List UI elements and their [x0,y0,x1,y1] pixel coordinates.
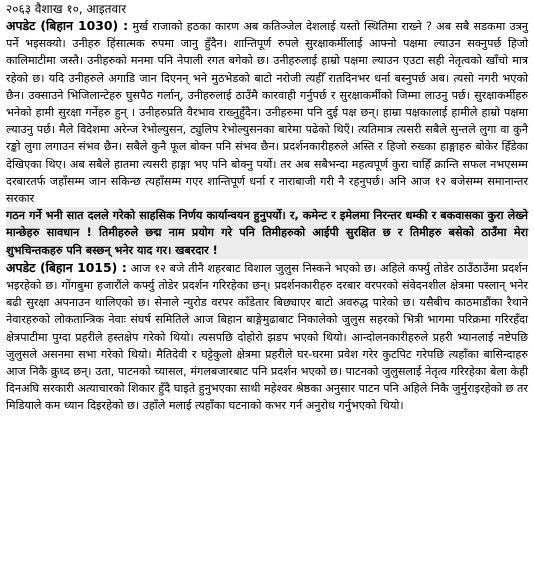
update-1030-body: मुर्ख राजाको हठका कारण अब कतिञ्जेल देशलाई यस्तो स्थितिमा राख्ने ? अब सबै सडकमा उत्रनु पर्ने भइसक्यो। उनीहरु हिंसात्मक रुपमा जानु हुँदैन। शान्तिपूर्ण रुपले सुरक्षाकर्मीलाई आफ्नो पक्षमा ल्याउन सक्नुपर्छ हिजो कालिमाटीमा जस्तै। उनीहरुको मनमा पनि नेपाली रगत बगेको छ। उनीहरुलाई हाम्रो पक्षमा ल्याउन एउटा सही नेतृत्वको खाँचो मात्र रहेको छ। यदि उनीहरुले अगाडि जान दिएनन् भने मुठभेडको बाटो नरोजी त्यहीँ रातदिनभर धर्ना बस्नुपर्छ अब। त्यसो नगरी भएको छैन। उक्साउने भिजिलान्टेहरु घुसपैठ गर्लान्, उनीहरुलाई ठाउँमै कारवाही गर्नुपर्छ र सुरक्षाकर्मीको जिम्मा लाउनु पर्छ। सुरक्षाकर्मीहरु भनेको हामी सुरक्षा गर्नेहरु हुन् । उनीहरुप्रति वैरभाव राख्नुहुँदैन। उनीहरुमा पनि दुई पक्ष छन्। हाम्रा पक्षकालाई हामीले हाम्रो पक्षमा ल्याउनु पर्छ। मैले विदेशमा अरेन्ज रेभोल्युसन, ट्युलिप रेभोल्युसनका बारेमा पढेको थिएँ। त्यतिमात्र त्यसरी सबैले सुन्तले लुगा वा कुनै रङ्को लुगा लगाउन संभव छैन। सबैले कुनै फूल बोक्न पनि संभव छैन। प्रदर्शनकारीहरुले अस्ति र हिजो रुख्का हाङ्गाहरु बोकेर हिँडेका देखिएका थिए। अब सबैले हातमा त्यसरी हाङ्गा भए पनि बोक्नु पर्यो। तर अब सबैभन्दा महत्वपूर्ण कुरा चाहिँ क्रान्ति सफल नभएसम्म दरबारतर्फ जहाँसम्म जान सकिन्छ त्यहाँसम्म गएर शान्तिपूर्ण धर्ना र नाराबाजी गरी नै रहनुपर्छ। अनि आज १२ बजेसम्म समानान्तर सरकार [6,20,528,206]
warning-text: गठन गर्ने भनी सात दलले गरेको साहसिक निर्णय कार्यान्वयन हुनुपर्यो। र, कमेन्ट र इमेलमा निरन्तर धम्की र बकवासका कुरा लेख्ने मान्छेहरु सावधान ! तिमीहरुले छद्म नाम प्रयोग गरे पनि तिमीहरुको आईपी सुरक्षित छ र तिमीहरु बसेको ठाउँमा मेरा शुभचिन्तकहरु पनि बस्छन् भनेर याद गर। खबरदार ! [6,209,528,257]
date-line: २०६३ वैशाख १०, आइतवार [6,2,127,16]
warning-highlight-block [6,207,528,259]
update-1030-heading: अपडेट (बिहान 1030) : [6,18,129,33]
update-1015-body: आज १२ बजे तीनै शहरबाट विशाल जुलुस निस्कने भएको छ। अहिले कर्फ्यु तोडेर ठाउँठाउँमा प्रदर्शन भइरहेको छ। गोंगबुमा हजारौंले कर्फ्यु तोडेर प्रदर्शन गरिरहेका छन्। प्रदर्शनकारीहरु दरबार वरपरको संवेदनशील क्षेत्रमा पस्लान् भनेर बढी सुरक्षा अपनाउन थालिएको छ। सेनाले न्युरोड वरपर काँडेतार बिछ्याएर बाटो अवरुद्ध पारेको छ। यसैबीच काठमाडौंका रैथाने नेवारहरुको लोकतान्त्रिक नेवाः संघर्ष समितिले आज बिहान बाङ्गेमुढाबाट निकालेको जुलुस सहरको भित्री भागमा परिक्रमा गरिरहँदा क्षेत्रपाटीमा पुग्दा प्रहरीले हस्तक्षेप गरेको थियो। त्यसपछि दोहोरो झडप भएको थियो। आन्दोलनकारीहरुले प्रहरी भ्यानलाई नष्टेपछि जुलुसले असनमा सभा गरेको थियो। मैतिदेवी र घट्टेकुलो क्षेत्रमा प्रहरीले घर-घरमा प्रवेश गरेर कुटपिट गरेपछि त्यहाँका बासिन्दाहरु आज निकै क्रुध्द छन्। उता, पाटनको च्यासल, मंगलबजारबाट पनि प्रदर्शन भएको छ। पाटनको जुलुसलाई नेतृत्व गरिरहेका बेला केही दिनअघि सरकारी अत्याचारको शिकार हुँदै घाइते हुनुभएका साथी महेश्वर श्रेष्ठका अनुसार पाटन पनि अहिले निकै जुर्मुराइरहेको छ तर मिडियाले कम ध्यान दिइरहेको छ। उहाँले मलाई त्यहाँका घटनाको कभर गर्न अनुरोध गर्नुभएको थियो। [6,261,528,413]
update-1015-heading: अपडेट (बिहान 1015) : [6,259,127,275]
update-1015-paragraph [6,259,528,415]
update-1030-paragraph [6,17,528,207]
